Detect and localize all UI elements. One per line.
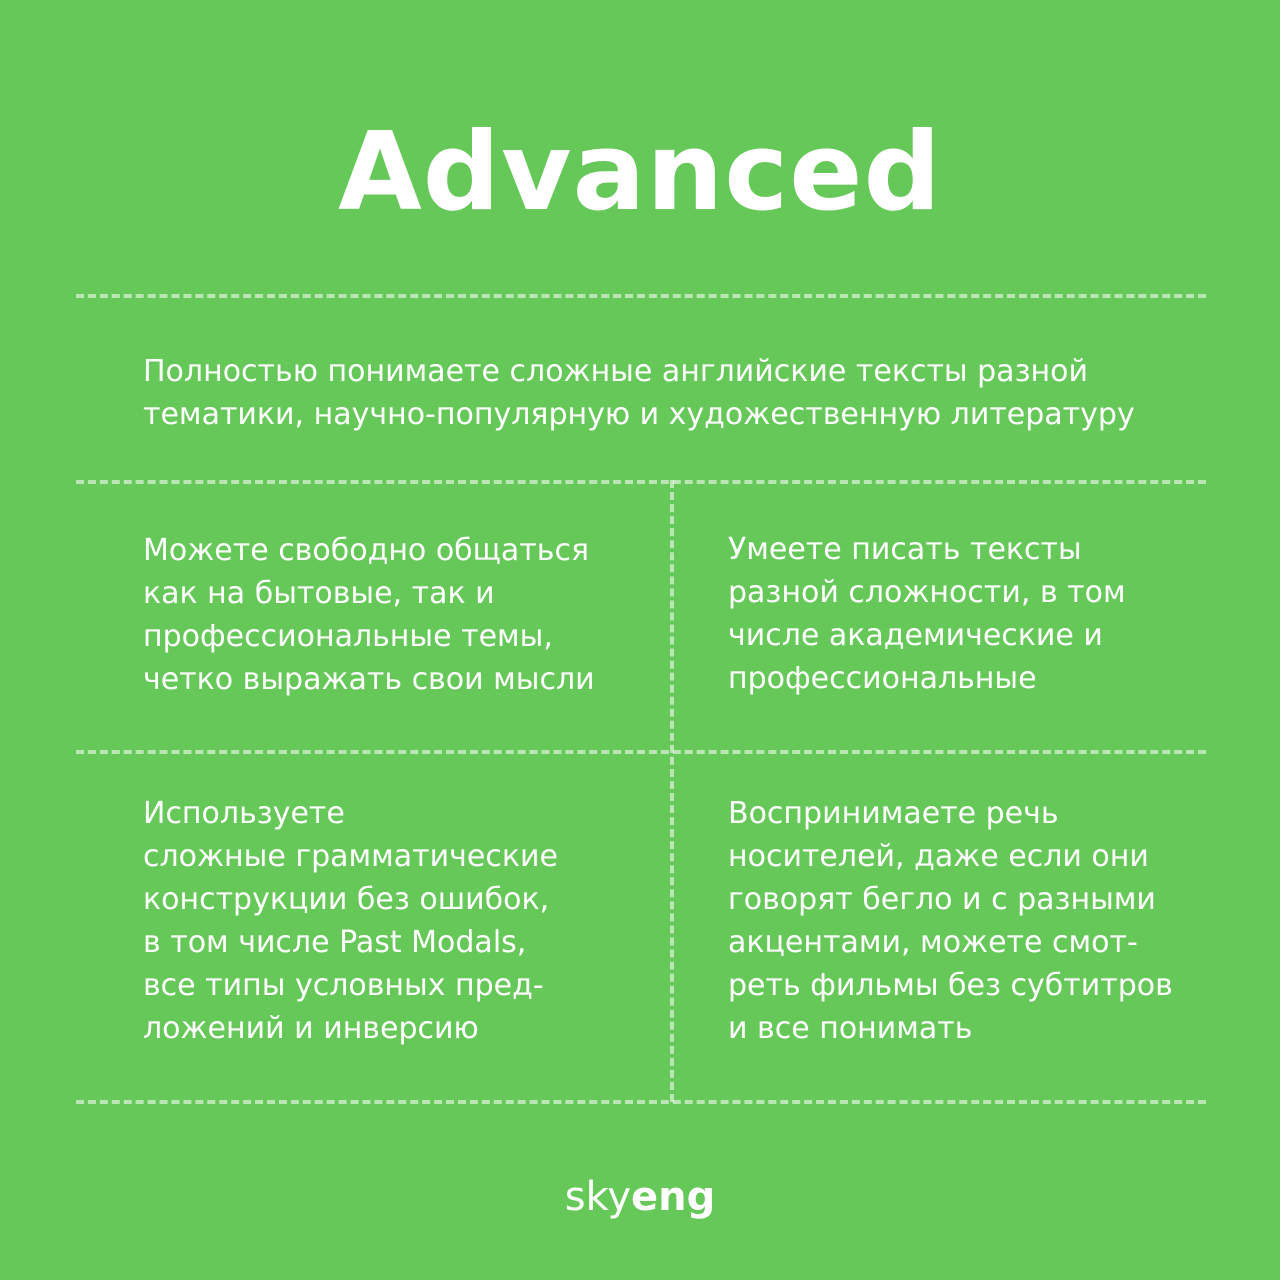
divider-vertical xyxy=(670,480,674,1102)
divider-lower xyxy=(76,750,1206,754)
cell-speaking: Можете свободно общаться как на бытовые, так и профессиональные темы, четко выражать свои мысли xyxy=(143,533,595,697)
divider-middle xyxy=(76,480,1206,484)
intro-text: Полностью понимаете сложные английские тексты разной тематики, научно-популярную и художественную литературу xyxy=(143,354,1135,432)
divider-bottom xyxy=(76,1100,1206,1104)
skyeng-logo: skyeng xyxy=(564,1174,716,1220)
divider-top xyxy=(76,294,1206,298)
cell-listening: Воспринимаете речь носителей, даже если они говорят бегло и с разными акцентами, можете смот- реть фильмы без субтитров и все понимать xyxy=(728,796,1173,1046)
cell-writing: Умеете писать тексты разной сложности, в том числе академические и профессиональные xyxy=(728,532,1126,696)
page-title: Advanced xyxy=(338,110,942,235)
cell-grammar: Используете сложные грамматические конструкции без ошибок, в том числе Past Modals, все типы условных пред- ложений и инверсию xyxy=(143,796,558,1046)
